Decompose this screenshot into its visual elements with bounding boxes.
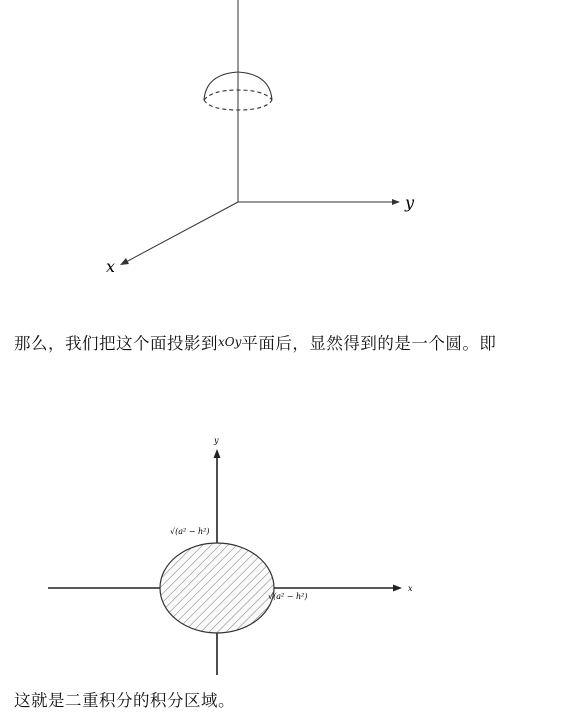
paragraph-1-after: 平面后，显然得到的是一个圆。即: [241, 334, 497, 353]
y-axis-arrow-2d: [214, 449, 221, 458]
x-axis-label: x: [106, 257, 116, 276]
y-axis-arrow: [392, 199, 400, 205]
paragraph-1-before: 那么，我们把这个面投影到: [14, 334, 218, 353]
y-axis-label: y: [405, 193, 415, 212]
y-marker-label: √(a² − h²): [170, 527, 210, 536]
figure-2d-region: [0, 425, 564, 695]
region-hatch: [150, 535, 285, 645]
figure-3d-cap: [0, 0, 564, 300]
x-axis-label-2d: x: [408, 584, 413, 593]
y-axis-label-2d: y: [214, 436, 219, 445]
x-axis-arrow-2d: [393, 585, 402, 592]
x-marker-label: √(a² − h²): [268, 592, 308, 601]
x-axis: [124, 202, 238, 263]
paragraph-conclusion: 这就是二重积分的积分区域。: [14, 691, 235, 710]
x-axis-arrow: [120, 258, 129, 265]
paragraph-projection: [14, 333, 496, 356]
math-xOy: xOy: [218, 335, 242, 349]
